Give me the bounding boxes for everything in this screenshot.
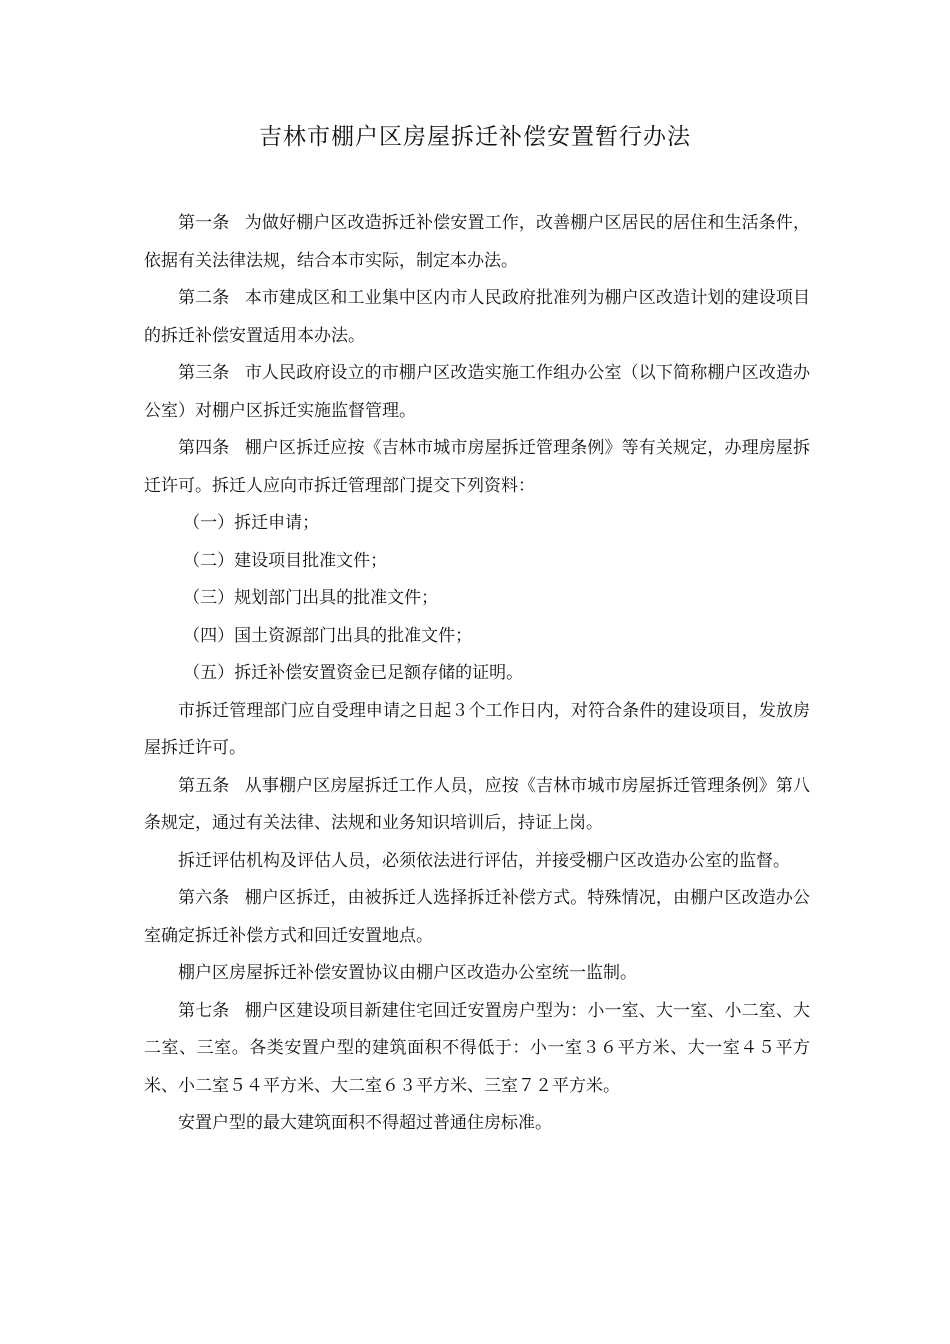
document-body: [144, 205, 810, 1143]
paragraph: 棚户区房屋拆迁补偿安置协议由棚户区改造办公室统一监制。: [178, 963, 637, 983]
article-text: 棚户区拆迁应按《吉林市城市房屋拆迁管理条例》等有关规定，办理房屋拆迁许可。拆迁人应向市拆迁管理部门提交下列资料：: [144, 438, 811, 496]
document-title: 吉林市棚户区房屋拆迁补偿安置暂行办法: [259, 124, 691, 150]
article-4-note: 市拆迁管理部门应自受理申请之日起３个工作日内，对符合条件的建设项目，发放房屋拆迁许可。: [144, 700, 810, 758]
article-number: 第五条: [178, 775, 230, 796]
article-text: 本市建成区和工业集中区内市人民政府批准列为棚户区改造计划的建设项目的拆迁补偿安置适用本办法。: [144, 288, 811, 346]
paragraph: 安置户型的最大建筑面积不得超过普通住房标准。: [178, 1113, 552, 1133]
article-5: [144, 768, 810, 843]
paragraph: 拆迁评估机构及评估人员，必须依法进行评估，并接受棚户区改造办公室的监督。: [178, 850, 790, 871]
article-2: [144, 280, 810, 355]
article-number: 第六条: [178, 888, 230, 908]
list-item: （四）国土资源部门出具的批准文件；: [183, 625, 473, 646]
article-4: [144, 430, 810, 505]
article-text: 为做好棚户区改造拆迁补偿安置工作，改善棚户区居民的居住和生活条件，依据有关法律法规，结合本市实际，制定本办法。: [144, 213, 811, 271]
article-number: 第四条: [178, 438, 230, 458]
article-7: [144, 993, 810, 1106]
list-item: （一）拆迁申请；: [183, 513, 320, 533]
article-1: [144, 205, 810, 280]
article-text: 市人民政府设立的市棚户区改造实施工作组办公室（以下简称棚户区改造办公室）对棚户区拆迁实施监督管理。: [144, 363, 811, 421]
article-number: 第三条: [178, 363, 230, 383]
list-item: （五）拆迁补偿安置资金已足额存储的证明。: [183, 663, 524, 683]
article-3: [144, 355, 810, 430]
list-item: （三）规划部门出具的批准文件；: [183, 588, 439, 608]
article-number: 第七条: [178, 1000, 230, 1021]
article-text: 棚户区拆迁，由被拆迁人选择拆迁补偿方式。特殊情况，由棚户区改造办公室确定拆迁补偿方式和回迁安置地点。: [144, 888, 811, 946]
article-number: 第二条: [178, 288, 230, 308]
list-item: （二）建设项目批准文件；: [183, 550, 388, 571]
article-text: 从事棚户区房屋拆迁工作人员，应按《吉林市城市房屋拆迁管理条例》第八条规定，通过有关法律、法规和业务知识培训后，持证上岗。: [144, 775, 811, 833]
article-number: 第一条: [178, 213, 230, 233]
article-6: [144, 880, 810, 955]
article-text: 棚户区建设项目新建住宅回迁安置房户型为：小一室、大一室、小二室、大二室、三室。各类安置户型的建筑面积不得低于：小一室３６平方米、大一室４５平方米、小二室５４平方米、大二室６３平方米、三室７２平方米。: [144, 1000, 811, 1096]
